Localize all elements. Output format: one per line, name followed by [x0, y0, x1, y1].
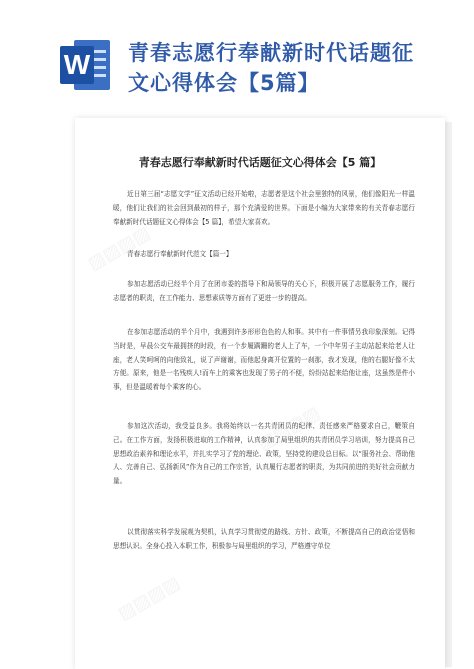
- paragraph-intro: 近日第三届“志愿文学”征文活动已经开始啦，志愿者是这个社会里独特的风景，他们像阳光一样温暖，他们让我们的社会回到最初的样子，那个充满爱的世界。下面是小编为大家带来的有关青春志愿行奉献新时代话题征文心得体会【5 篇】，希望大家喜欢。: [113, 190, 415, 226]
- header-banner: [0, 0, 474, 125]
- watermark: ▨▨▨▨: [114, 572, 184, 625]
- document-page: [75, 118, 445, 669]
- paragraph-2: 在参加志愿活动的半个月中，我遇到许多形形色色的人和事。其中有一件事情另我印象深刻。记得当时是，早晨公交车最拥挤的时段，有一个步履蹒跚的老人上了车，一个中年男子主动站起来给老人让座，老人笑呵呵的向他致礼，说了声谢谢，而他起身离开位置的一刹那，我才发现，他的右腿好像不太方便。原来，他是一名残疾人!而车上的乘客也发现了男子的不便，纷纷站起来给他让座，这虽然是件小事，但是温暖着每个乘客的心。: [113, 328, 415, 392]
- section-heading: 青春志愿行奉献新时代范文【篇一】: [127, 250, 233, 258]
- watermark: ▨▨▨▨: [254, 402, 324, 455]
- paragraph-3: 参加这次活动，我受益良多。我将始终以一名共青团员的纪律、责任感来严格要求自己，鞭策自己。在工作方面，发扬积极进取的工作精神，认真参加了局里组织的共青团员学习培训，努力提高自己思想政治素养和理论水平，并扎实学习了党的理论、政策，坚持党的建设总目标。以“服务社会、帮助他人、完善自己、弘扬新风”作为自己的工作宗旨，认真履行志愿者的职责，为共同前进的美好社会贡献力量。: [113, 422, 415, 486]
- word-icon-letter: W: [60, 46, 94, 84]
- watermark: ▨▨▨▨: [84, 222, 154, 275]
- page-title: 青春志愿行奉献新时代话题征文心得体会【5 篇】: [138, 156, 382, 169]
- banner-title: 青春志愿行奉献新时代话题征文心得体会【5篇】: [128, 41, 414, 95]
- word-icon: [60, 40, 110, 90]
- paragraph-4: 以贯彻落实科学发展观为契机，认真学习贯彻党的路线、方针、政策，不断提高自己的政治觉悟和思想认识。全身心投入本职工作，积极参与局里组织的学习，严格遵守单位: [113, 528, 415, 550]
- paragraph-1: 参加志愿活动已经半个月了在团市委的指导下和局领导的关心下，积极开展了志愿服务工作，履行志愿者的职责，在工作能力、思想素质等方面有了更进一步的提高。: [113, 280, 415, 302]
